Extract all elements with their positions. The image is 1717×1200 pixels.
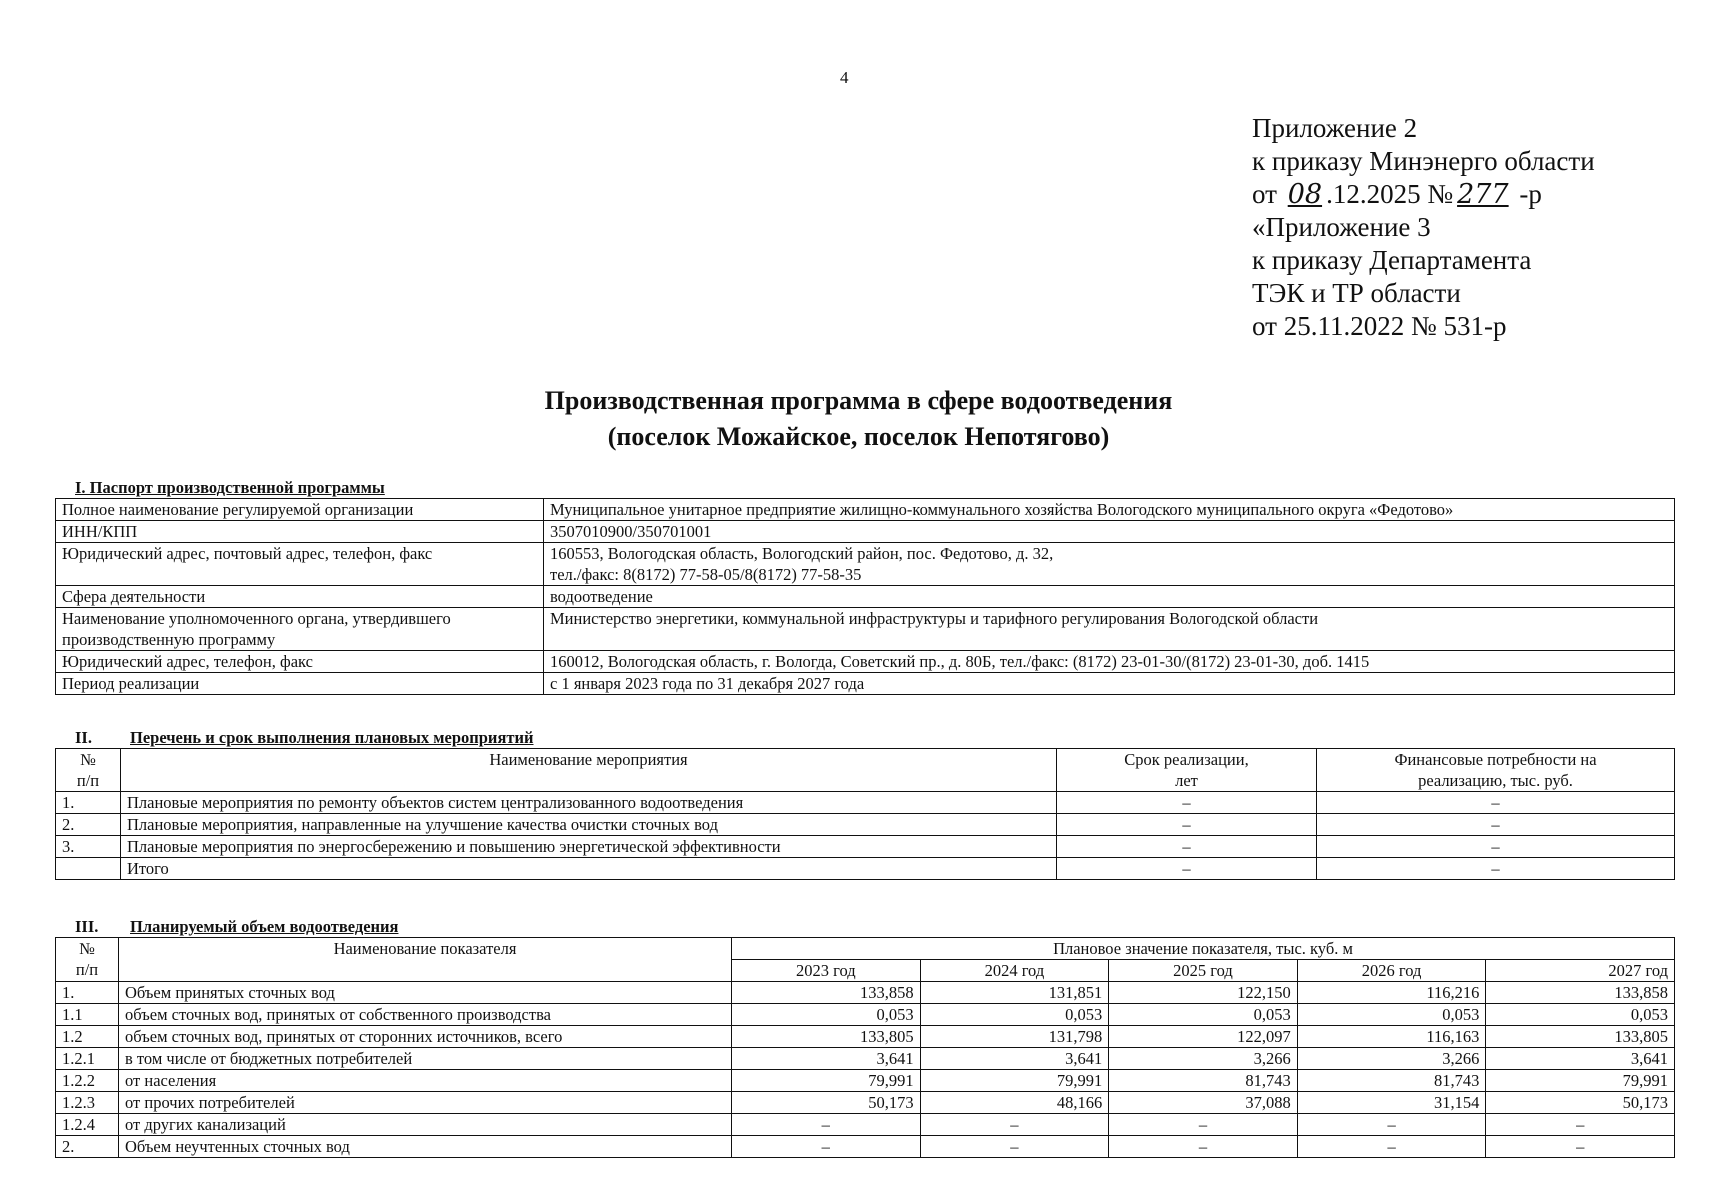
page-number: 4: [840, 68, 849, 87]
indicator-value: 37,088: [1109, 1092, 1298, 1114]
indicator-name: объем сточных вод, принятых от собственного производства: [119, 1004, 732, 1026]
header-cell: Финансовые потребности на реализацию, тыс. руб.: [1317, 749, 1675, 792]
section-number: II.: [75, 728, 92, 747]
section-heading: I. Паспорт производственной программы: [75, 478, 385, 497]
table-row: [56, 1114, 1675, 1136]
indicator-value: –: [1109, 1136, 1298, 1158]
table-row: [56, 543, 1675, 586]
passport-label: Период реализации: [56, 673, 544, 695]
passport-value-line: тел./факс: 8(8172) 77-58-05/8(8172) 77-58-35: [550, 565, 862, 584]
appendix-line: ТЭК и ТР области: [1252, 278, 1461, 308]
row-number: 1.: [56, 982, 119, 1004]
indicator-value: 3,266: [1109, 1048, 1298, 1070]
indicator-value: –: [1297, 1114, 1486, 1136]
indicator-value: 50,173: [732, 1092, 921, 1114]
section-passport: [55, 478, 1675, 695]
indicator-value: 79,991: [1486, 1070, 1675, 1092]
indicator-value: 50,173: [1486, 1092, 1675, 1114]
passport-label: Юридический адрес, телефон, факс: [56, 651, 544, 673]
section-number: III.: [75, 917, 99, 936]
appendix-line: Приложение 2: [1252, 113, 1418, 143]
indicator-name: в том числе от бюджетных потребителей: [119, 1048, 732, 1070]
indicator-value: –: [1486, 1114, 1675, 1136]
indicator-value: 116,163: [1297, 1026, 1486, 1048]
header-cell: Плановое значение показателя, тыс. куб. м: [732, 938, 1675, 960]
table-row: [56, 1048, 1675, 1070]
activity-name: Итого: [121, 858, 1057, 880]
handwritten-day: 08: [1287, 179, 1323, 210]
row-number: 3.: [56, 836, 121, 858]
activity-term: –: [1057, 814, 1317, 836]
indicator-name: от населения: [119, 1070, 732, 1092]
header-cell: Наименование показателя: [119, 938, 732, 982]
table-row: [56, 499, 1675, 521]
section-heading: [55, 728, 1675, 748]
document-title: [0, 383, 1717, 455]
indicator-name: от прочих потребителей: [119, 1092, 732, 1114]
year-header: 2023 год: [732, 960, 921, 982]
volume-table: [55, 937, 1675, 1158]
section-heading: [55, 917, 1675, 937]
indicator-name: от других канализаций: [119, 1114, 732, 1136]
passport-label-line: Наименование уполномоченного органа, утвердившего: [62, 609, 451, 628]
table-row: [56, 673, 1675, 695]
appendix-line: «Приложение 3: [1252, 212, 1431, 242]
section-title: Перечень и срок выполнения плановых мероприятий: [130, 728, 534, 747]
appendix-line: к приказу Департамента: [1252, 245, 1532, 275]
header-cell: № п/п: [56, 749, 121, 792]
indicator-value: –: [920, 1114, 1109, 1136]
passport-label: Юридический адрес, почтовый адрес, телефон, факс: [56, 543, 544, 586]
row-number: 1.2.2: [56, 1070, 119, 1092]
table-row: [56, 586, 1675, 608]
appendix-date-suffix: -р: [1519, 179, 1542, 209]
row-number: 1.: [56, 792, 121, 814]
indicator-value: –: [1109, 1114, 1298, 1136]
indicator-name: Объем принятых сточных вод: [119, 982, 732, 1004]
indicator-value: –: [1486, 1136, 1675, 1158]
table-row: [56, 1092, 1675, 1114]
indicator-value: 133,805: [1486, 1026, 1675, 1048]
activity-finance: –: [1317, 836, 1675, 858]
activity-name: Плановые мероприятия, направленные на улучшение качества очистки сточных вод: [121, 814, 1057, 836]
indicator-value: 133,858: [1486, 982, 1675, 1004]
header-cell: Срок реализации, лет: [1057, 749, 1317, 792]
indicator-name: Объем неучтенных сточных вод: [119, 1136, 732, 1158]
table-row: [56, 1026, 1675, 1048]
indicator-value: 0,053: [1486, 1004, 1675, 1026]
row-number: [56, 858, 121, 880]
indicator-value: 0,053: [1109, 1004, 1298, 1026]
indicator-value: 48,166: [920, 1092, 1109, 1114]
table-row: [56, 1004, 1675, 1026]
table-header-row: [56, 938, 1675, 960]
appendix-line: от 25.11.2022 № 531-р: [1252, 311, 1507, 341]
table-row: [56, 1136, 1675, 1158]
activity-finance: –: [1317, 858, 1675, 880]
indicator-value: 3,266: [1297, 1048, 1486, 1070]
indicator-value: 3,641: [1486, 1048, 1675, 1070]
table-row: [56, 1070, 1675, 1092]
indicator-value: 79,991: [920, 1070, 1109, 1092]
appendix-date-line: [1252, 178, 1595, 211]
row-number: 1.2.3: [56, 1092, 119, 1114]
header-cell: № п/п: [56, 938, 119, 982]
indicator-value: 79,991: [732, 1070, 921, 1092]
year-header: 2025 год: [1109, 960, 1298, 982]
indicator-value: 133,858: [732, 982, 921, 1004]
table-row: [56, 982, 1675, 1004]
table-row: [56, 792, 1675, 814]
passport-value: водоотведение: [544, 586, 1675, 608]
indicator-value: –: [920, 1136, 1109, 1158]
passport-value: 3507010900/350701001: [544, 521, 1675, 543]
activity-finance: –: [1317, 814, 1675, 836]
passport-label: Полное наименование регулируемой организации: [56, 499, 544, 521]
appendix-date-mid: .12.2025 №: [1326, 179, 1454, 209]
indicator-value: –: [1297, 1136, 1486, 1158]
appendix-line: к приказу Минэнерго области: [1252, 146, 1595, 176]
indicator-value: 81,743: [1297, 1070, 1486, 1092]
row-number: 1.2.1: [56, 1048, 119, 1070]
row-number: 1.2.4: [56, 1114, 119, 1136]
table-header-row: [56, 749, 1675, 792]
activity-term: –: [1057, 858, 1317, 880]
table-row: [56, 608, 1675, 651]
passport-value: Муниципальное унитарное предприятие жилищно-коммунального хозяйства Вологодского муниципального округа «Федотово»: [544, 499, 1675, 521]
activities-table: [55, 748, 1675, 880]
indicator-value: 0,053: [920, 1004, 1109, 1026]
passport-table: [55, 498, 1675, 695]
appendix-block: [1252, 112, 1595, 343]
indicator-value: 3,641: [920, 1048, 1109, 1070]
indicator-value: 81,743: [1109, 1070, 1298, 1092]
table-row: [56, 858, 1675, 880]
row-number: 2.: [56, 814, 121, 836]
indicator-value: 122,150: [1109, 982, 1298, 1004]
indicator-value: 131,798: [920, 1026, 1109, 1048]
passport-label: Сфера деятельности: [56, 586, 544, 608]
activity-term: –: [1057, 792, 1317, 814]
indicator-value: 131,851: [920, 982, 1109, 1004]
table-row: [56, 651, 1675, 673]
indicator-value: 31,154: [1297, 1092, 1486, 1114]
indicator-value: 122,097: [1109, 1026, 1298, 1048]
table-row: [56, 814, 1675, 836]
year-header: 2026 год: [1297, 960, 1486, 982]
indicator-value: 3,641: [732, 1048, 921, 1070]
indicator-name: объем сточных вод, принятых от сторонних источников, всего: [119, 1026, 732, 1048]
indicator-value: –: [732, 1114, 921, 1136]
year-header: 2024 год: [920, 960, 1109, 982]
passport-label: ИНН/КПП: [56, 521, 544, 543]
row-number: 1.1: [56, 1004, 119, 1026]
passport-value: [544, 543, 1675, 586]
appendix-date-prefix: от: [1252, 179, 1277, 209]
passport-value-line: 160553, Вологодская область, Вологодский район, пос. Федотово, д. 32,: [550, 544, 1054, 563]
activity-name: Плановые мероприятия по энергосбережению и повышению энергетической эффективности: [121, 836, 1057, 858]
title-line-2: (поселок Можайское, поселок Непотягово): [607, 422, 1110, 451]
activity-name: Плановые мероприятия по ремонту объектов систем централизованного водоотведения: [121, 792, 1057, 814]
section-volume: [55, 917, 1675, 1158]
row-number: 2.: [56, 1136, 119, 1158]
passport-label-line: производственную программу: [62, 630, 276, 649]
indicator-value: –: [732, 1136, 921, 1158]
title-line-1: Производственная программа в сфере водоотведения: [544, 386, 1173, 415]
indicator-value: 0,053: [732, 1004, 921, 1026]
activity-term: –: [1057, 836, 1317, 858]
passport-value: 160012, Вологодская область, г. Вологда, Советский пр., д. 80Б, тел./факс: (8172) 23-01-30/(8172) 23-01-30, доб. 1415: [544, 651, 1675, 673]
activity-finance: –: [1317, 792, 1675, 814]
indicator-value: 116,216: [1297, 982, 1486, 1004]
section-activities: [55, 728, 1675, 880]
table-row: [56, 836, 1675, 858]
handwritten-order-number: 277: [1457, 179, 1509, 210]
row-number: 1.2: [56, 1026, 119, 1048]
table-row: [56, 521, 1675, 543]
passport-label: [56, 608, 544, 651]
passport-value: Министерство энергетики, коммунальной инфраструктуры и тарифного регулирования Вологодской области: [544, 608, 1675, 651]
header-cell: Наименование мероприятия: [121, 749, 1057, 792]
section-title: Планируемый объем водоотведения: [130, 917, 399, 936]
passport-value: с 1 января 2023 года по 31 декабря 2027 года: [544, 673, 1675, 695]
indicator-value: 0,053: [1297, 1004, 1486, 1026]
year-header: 2027 год: [1486, 960, 1675, 982]
indicator-value: 133,805: [732, 1026, 921, 1048]
